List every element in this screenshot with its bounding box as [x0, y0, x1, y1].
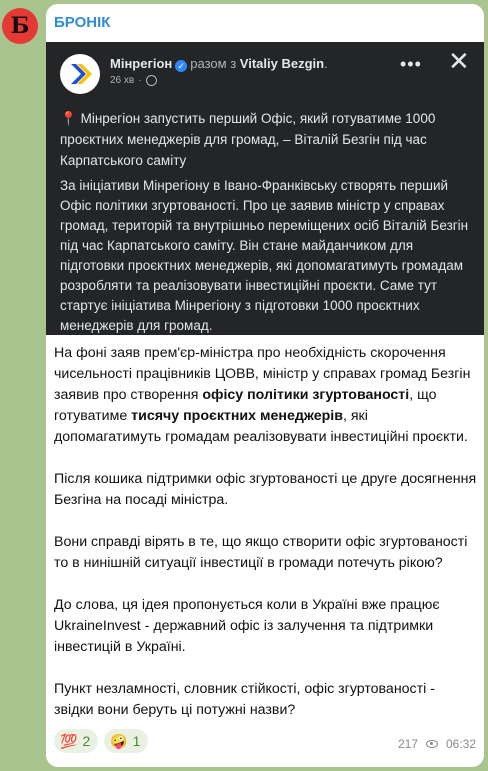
more-dots-icon: ••• — [400, 54, 422, 74]
embed-title: 📍 Мінрегіон запустить перший Офіс, який готуватиме 1000 проєктних менеджерів для громад, – Віталій Безгін під час Карпатського саміту — [60, 111, 436, 168]
page-name: Мінрегіон — [110, 56, 173, 71]
eye-icon — [426, 740, 438, 748]
reaction-zany[interactable] — [104, 729, 148, 753]
reactions — [54, 729, 148, 753]
globe-icon — [146, 75, 157, 86]
channel-avatar[interactable]: Б — [2, 8, 38, 44]
post-time: 26 хв · — [110, 75, 157, 86]
embed-header: Мінрегіон ✓ разом з Vitaliy Bezgin. — [110, 56, 328, 71]
verified-icon: ✓ — [175, 60, 187, 72]
paragraph-5: Пункт незламності, словник стійкості, офіс згуртованості - звідки вони беруть ці потужні назви? — [54, 681, 435, 718]
hundred-emoji-icon: 💯 — [60, 732, 78, 749]
reaction-count: 2 — [82, 733, 91, 749]
zany-face-emoji-icon: 🤪 — [110, 732, 128, 749]
close-icon: ✕ — [448, 46, 470, 76]
channel-name[interactable]: БРОНІК — [54, 14, 111, 31]
embedded-post-image[interactable] — [46, 42, 484, 335]
paragraph-4: До слова, ця ідея пропонується коли в Україні вже працює UkraineInvest - державний офіс із залучення та підтримки інвестицій в Україні. — [54, 597, 440, 655]
view-count: 217 — [397, 737, 418, 751]
paragraph-1: На фоні заяв прем'єр-міністра про необхідність скорочення чисельності працівників ЦОВВ, міністр у справах громад Безгін заявив про створення офісу політики згуртованості, що готуватиме тисячу проєктних менеджерів, які допомагатимуть громадам реалізовувати інвестиційні проєкти. — [54, 345, 471, 445]
reaction-hundred[interactable] — [54, 729, 98, 753]
minregion-logo — [60, 54, 100, 94]
co-author: Vitaliy Bezgin — [239, 56, 325, 71]
with-text: разом з — [190, 56, 237, 71]
paragraph-2: Після кошика підтримки офіс згуртованості це друге досягнення Безгіна на посаді міністра. — [54, 471, 477, 508]
pin-icon: 📍 — [60, 111, 77, 126]
paragraph-3: Вони справді вірять в те, що якщо створити офіс згуртованості то в нинішній ситуації інвестиції в громади потечуть рікою? — [54, 534, 468, 571]
message-text — [54, 343, 478, 742]
embed-body: За ініціативи Мінрегіону в Івано-Франківську створять перший Офіс політики згуртованості. Про це заявив міністр у справах громад, територій та внутрішньо переміщених осіб Віталій Безгін під час Карпатського саміту. Він стане майданчиком для підготовки проєктних менеджерів, які допомагатимуть громадам розробляти та реалізовувати інвестиційні проєкти. Саме тут стартує ініціатива Мінрегіону з підготовки 1000 проєктних менеджерів для громад. — [60, 178, 469, 333]
message-bubble — [46, 4, 484, 767]
message-meta — [398, 737, 476, 751]
message-time: 06:32 — [445, 737, 476, 751]
reaction-count: 1 — [132, 733, 141, 749]
